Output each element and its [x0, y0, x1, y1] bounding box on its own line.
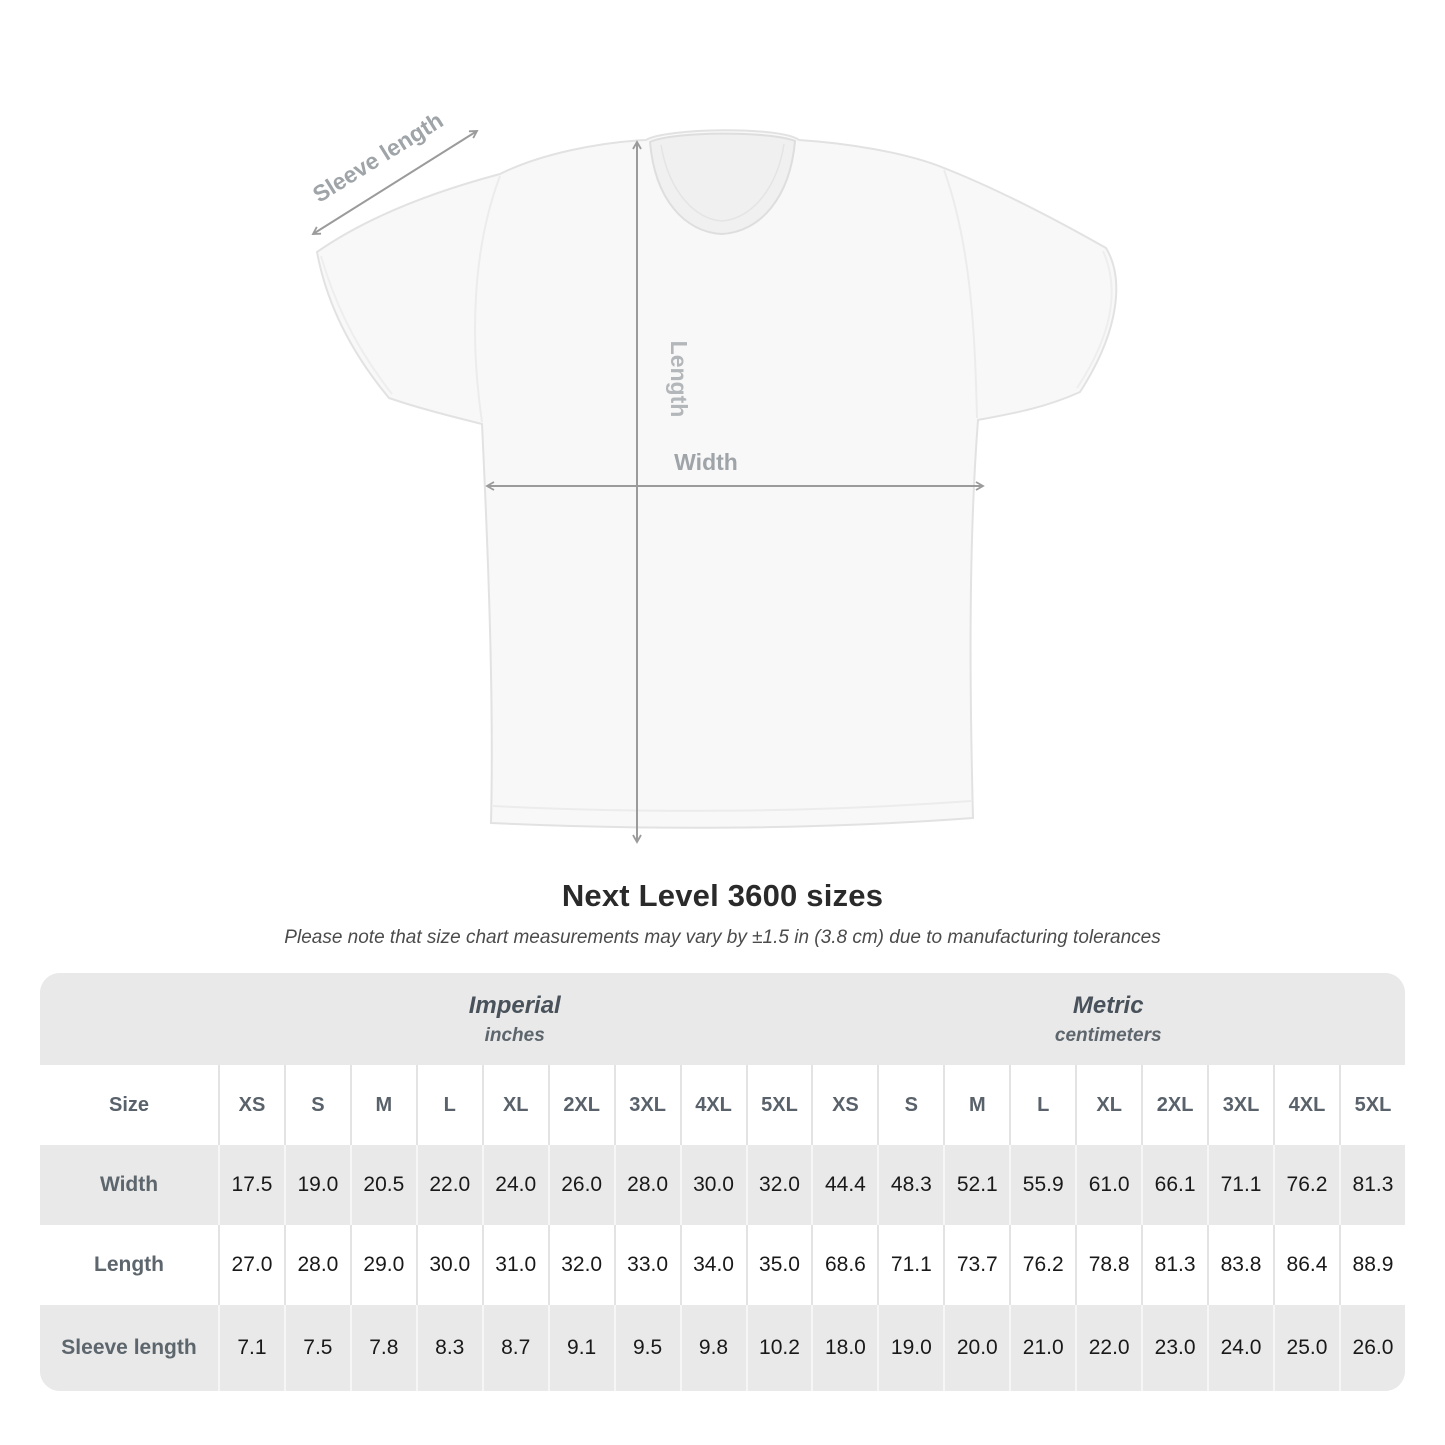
width-value-cell: 32.0	[746, 1145, 812, 1225]
metric-label: Metric	[1072, 991, 1144, 1019]
length-value-cell: 33.0	[614, 1225, 680, 1305]
length-value-cell: 76.2	[1009, 1225, 1075, 1305]
size-header-cell: 5XL	[1339, 1065, 1405, 1145]
sleeve-length-value-cell: 19.0	[877, 1305, 943, 1391]
width-value-cell: 52.1	[943, 1145, 1009, 1225]
length-value-cell: 81.3	[1141, 1225, 1207, 1305]
width-value-cell: 44.4	[811, 1145, 877, 1225]
length-value-cell: 27.0	[218, 1225, 284, 1305]
size-row-label: Size	[40, 1065, 218, 1145]
sleeve-length-value-cell: 26.0	[1339, 1305, 1405, 1391]
length-value-cell: 88.9	[1339, 1225, 1405, 1305]
sleeve-length-value-cell: 18.0	[811, 1305, 877, 1391]
size-header-cell: M	[350, 1065, 416, 1145]
size-header-cell: M	[943, 1065, 1009, 1145]
length-value-cell: 30.0	[416, 1225, 482, 1305]
sleeve-length-value-cell: 7.8	[350, 1305, 416, 1391]
length-value-cell: 83.8	[1207, 1225, 1273, 1305]
length-value-cell: 31.0	[482, 1225, 548, 1305]
width-value-cell: 61.0	[1075, 1145, 1141, 1225]
sleeve-length-value-cell: 7.1	[218, 1305, 284, 1391]
size-header-cell: XL	[482, 1065, 548, 1145]
sleeve-length-value-cell: 20.0	[943, 1305, 1009, 1391]
sleeve-length-row	[40, 1305, 1405, 1391]
width-value-cell: 24.0	[482, 1145, 548, 1225]
sleeve-length-row-label: Sleeve length	[40, 1305, 218, 1391]
sleeve-length-value-cell: 9.5	[614, 1305, 680, 1391]
width-value-cell: 76.2	[1273, 1145, 1339, 1225]
tshirt-outline	[317, 130, 1116, 828]
size-header-cell: L	[1009, 1065, 1075, 1145]
length-value-cell: 28.0	[284, 1225, 350, 1305]
metric-unit-label: centimeters	[1054, 1024, 1162, 1046]
width-row-label: Width	[40, 1145, 218, 1225]
width-value-cell: 22.0	[416, 1145, 482, 1225]
size-header-cell: 4XL	[680, 1065, 746, 1145]
size-chart-table	[40, 973, 1405, 1391]
imperial-label: Imperial	[468, 991, 561, 1019]
length-value-cell: 29.0	[350, 1225, 416, 1305]
sleeve-length-value-cell: 21.0	[1009, 1305, 1075, 1391]
length-value-cell: 34.0	[680, 1225, 746, 1305]
sleeve-length-value-cell: 22.0	[1075, 1305, 1141, 1391]
size-header-cell: S	[284, 1065, 350, 1145]
size-header-cell: 2XL	[1141, 1065, 1207, 1145]
length-value-cell: 68.6	[811, 1225, 877, 1305]
imperial-group-header	[218, 973, 811, 1065]
size-header-cell: 3XL	[614, 1065, 680, 1145]
length-row	[40, 1225, 1405, 1305]
length-arrow-label: Length	[666, 340, 692, 418]
size-header-cell: XL	[1075, 1065, 1141, 1145]
sleeve-length-value-cell: 25.0	[1273, 1305, 1339, 1391]
sleeve-length-value-cell: 24.0	[1207, 1305, 1273, 1391]
size-header-cell: 4XL	[1273, 1065, 1339, 1145]
sleeve-length-value-cell: 8.7	[482, 1305, 548, 1391]
sleeve-length-value-cell: 8.3	[416, 1305, 482, 1391]
sleeve-length-value-cell: 7.5	[284, 1305, 350, 1391]
size-header-cell: L	[416, 1065, 482, 1145]
corner-cell	[40, 973, 218, 1065]
length-row-label: Length	[40, 1225, 218, 1305]
width-value-cell: 48.3	[877, 1145, 943, 1225]
sleeve-length-value-cell: 10.2	[746, 1305, 812, 1391]
width-value-cell: 19.0	[284, 1145, 350, 1225]
width-value-cell: 55.9	[1009, 1145, 1075, 1225]
sleeve-length-arrow-label: Sleeve length	[307, 106, 448, 208]
size-header-cell: 3XL	[1207, 1065, 1273, 1145]
width-value-cell: 20.5	[350, 1145, 416, 1225]
size-header-cell: S	[877, 1065, 943, 1145]
metric-group-header	[811, 973, 1405, 1065]
width-value-cell: 26.0	[548, 1145, 614, 1225]
page-title: Next Level 3600 sizes	[561, 878, 884, 913]
width-value-cell: 81.3	[1339, 1145, 1405, 1225]
unit-group-header-row	[40, 973, 1405, 1065]
size-header-cell: XS	[218, 1065, 284, 1145]
size-header-cell: 2XL	[548, 1065, 614, 1145]
size-header-cell: 5XL	[746, 1065, 812, 1145]
size-header-cell: XS	[811, 1065, 877, 1145]
length-value-cell: 73.7	[943, 1225, 1009, 1305]
length-value-cell: 86.4	[1273, 1225, 1339, 1305]
length-value-cell: 35.0	[746, 1225, 812, 1305]
width-arrow-label: Width	[674, 449, 738, 475]
sleeve-length-value-cell: 23.0	[1141, 1305, 1207, 1391]
length-value-cell: 78.8	[1075, 1225, 1141, 1305]
size-header-row	[40, 1065, 1405, 1145]
width-value-cell: 66.1	[1141, 1145, 1207, 1225]
sleeve-length-value-cell: 9.1	[548, 1305, 614, 1391]
width-value-cell: 17.5	[218, 1145, 284, 1225]
length-value-cell: 71.1	[877, 1225, 943, 1305]
length-value-cell: 32.0	[548, 1225, 614, 1305]
width-value-cell: 71.1	[1207, 1145, 1273, 1225]
width-row	[40, 1145, 1405, 1225]
sleeve-length-value-cell: 9.8	[680, 1305, 746, 1391]
width-value-cell: 30.0	[680, 1145, 746, 1225]
imperial-unit-label: inches	[484, 1024, 545, 1046]
tolerance-note: Please note that size chart measurements may vary by ±1.5 in (3.8 cm) due to manufacturing tolerances	[284, 927, 1161, 948]
width-value-cell: 28.0	[614, 1145, 680, 1225]
